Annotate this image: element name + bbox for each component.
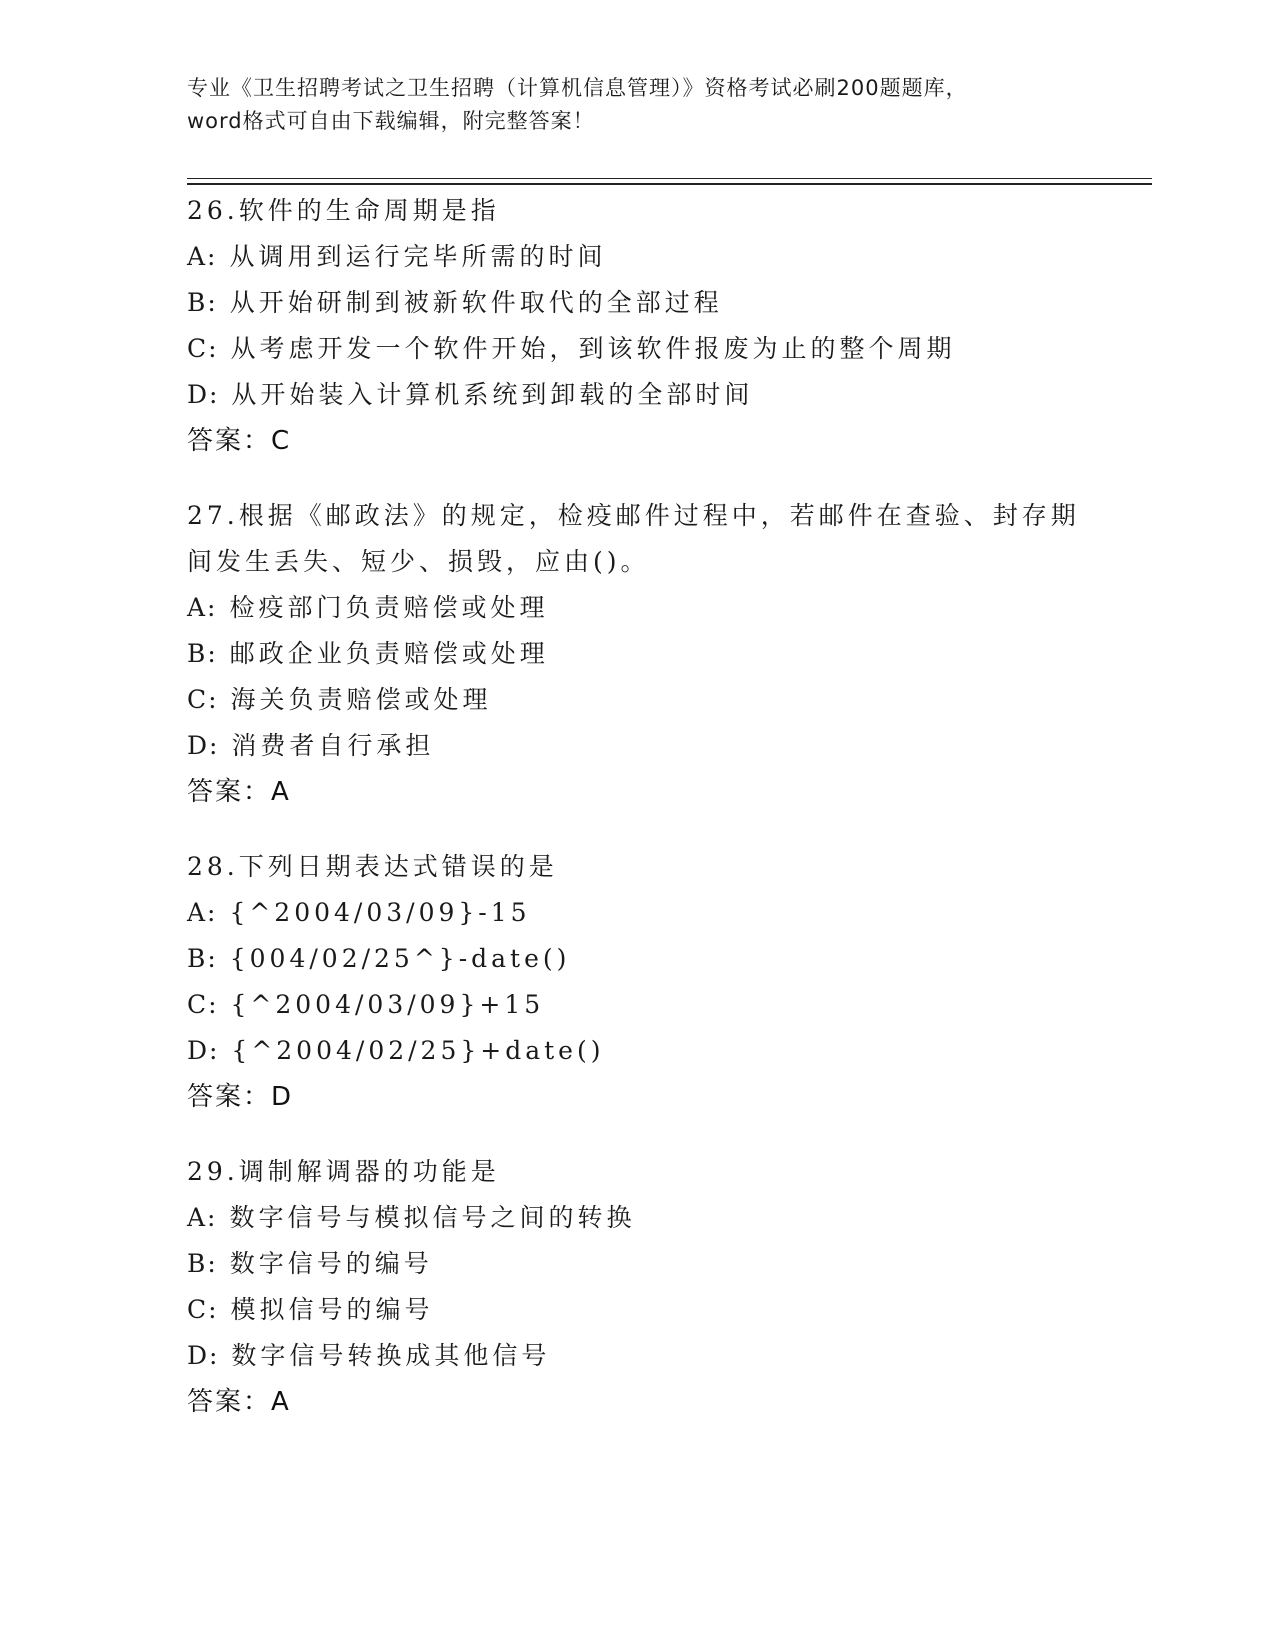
option-c — [187, 677, 1117, 723]
option-letter: C: — [187, 685, 219, 714]
question-29 — [187, 1149, 1117, 1425]
question-26 — [187, 188, 1117, 464]
option-text: 海关负责赔偿或处理 — [230, 685, 492, 714]
option-letter: A: — [187, 242, 218, 271]
option-b — [187, 936, 1117, 982]
option-text: 数字信号与模拟信号之间的转换 — [229, 1203, 636, 1232]
option-letter: D: — [187, 1036, 220, 1065]
option-letter: A: — [187, 593, 218, 622]
option-letter: D: — [187, 731, 220, 760]
option-a — [187, 234, 1117, 280]
option-letter: D: — [187, 380, 220, 409]
option-a — [187, 585, 1117, 631]
header-divider-thin — [187, 178, 1152, 179]
answer-line: 答案：A — [187, 1387, 291, 1417]
option-text: 从开始研制到被新软件取代的全部过程 — [229, 288, 723, 317]
option-text: {^2004/03/09}+15 — [230, 990, 545, 1019]
answer-line: 答案：A — [187, 777, 291, 807]
answer-line: 答案：D — [187, 1082, 294, 1112]
option-text: {^2004/03/09}-15 — [229, 898, 531, 927]
document-header — [187, 72, 1087, 138]
option-letter: C: — [187, 1295, 219, 1324]
option-text: 模拟信号的编号 — [230, 1295, 434, 1324]
option-letter: B: — [187, 288, 218, 317]
header-line-2: word格式可自由下载编辑，附完整答案！ — [187, 109, 595, 133]
option-a — [187, 1195, 1117, 1241]
option-text: 数字信号的编号 — [229, 1249, 433, 1278]
option-text: {^2004/02/25}+date() — [231, 1036, 605, 1065]
option-d — [187, 372, 1117, 418]
option-text: 从开始装入计算机系统到卸载的全部时间 — [231, 380, 754, 409]
option-text: {004/02/25^}-date() — [229, 944, 571, 973]
option-letter: A: — [187, 898, 218, 927]
option-text: 检疫部门负责赔偿或处理 — [229, 593, 549, 622]
option-text: 消费者自行承担 — [231, 731, 435, 760]
header-line-1: 专业《卫生招聘考试之卫生招聘（计算机信息管理）》资格考试必刷200题题库， — [187, 76, 968, 100]
question-stem-line-2: 间发生丢失、短少、损毁，应由()。 — [187, 547, 650, 576]
option-a — [187, 890, 1117, 936]
option-c — [187, 326, 1117, 372]
option-d — [187, 723, 1117, 769]
question-stem: 29.调制解调器的功能是 — [187, 1157, 500, 1186]
option-d — [187, 1333, 1117, 1379]
option-letter: B: — [187, 639, 218, 668]
option-text: 从考虑开发一个软件开始，到该软件报废为止的整个周期 — [230, 334, 956, 363]
question-28 — [187, 844, 1117, 1120]
option-text: 从调用到运行完毕所需的时间 — [229, 242, 607, 271]
header-divider-thick — [187, 183, 1152, 185]
option-letter: C: — [187, 990, 219, 1019]
question-stem: 26.软件的生命周期是指 — [187, 196, 500, 225]
option-b — [187, 1241, 1117, 1287]
question-stem: 28.下列日期表达式错误的是 — [187, 852, 558, 881]
option-letter: D: — [187, 1341, 220, 1370]
option-letter: A: — [187, 1203, 218, 1232]
option-b — [187, 280, 1117, 326]
option-letter: C: — [187, 334, 219, 363]
option-c — [187, 1287, 1117, 1333]
question-27 — [187, 493, 1117, 815]
option-text: 邮政企业负责赔偿或处理 — [229, 639, 549, 668]
option-letter: B: — [187, 1249, 218, 1278]
option-c — [187, 982, 1117, 1028]
question-list — [187, 188, 1117, 1454]
question-stem-line-1: 27.根据《邮政法》的规定，检疫邮件过程中，若邮件在查验、封存期 — [187, 501, 1080, 530]
option-d — [187, 1028, 1117, 1074]
answer-line: 答案：C — [187, 426, 292, 456]
option-letter: B: — [187, 944, 218, 973]
option-b — [187, 631, 1117, 677]
option-text: 数字信号转换成其他信号 — [231, 1341, 551, 1370]
